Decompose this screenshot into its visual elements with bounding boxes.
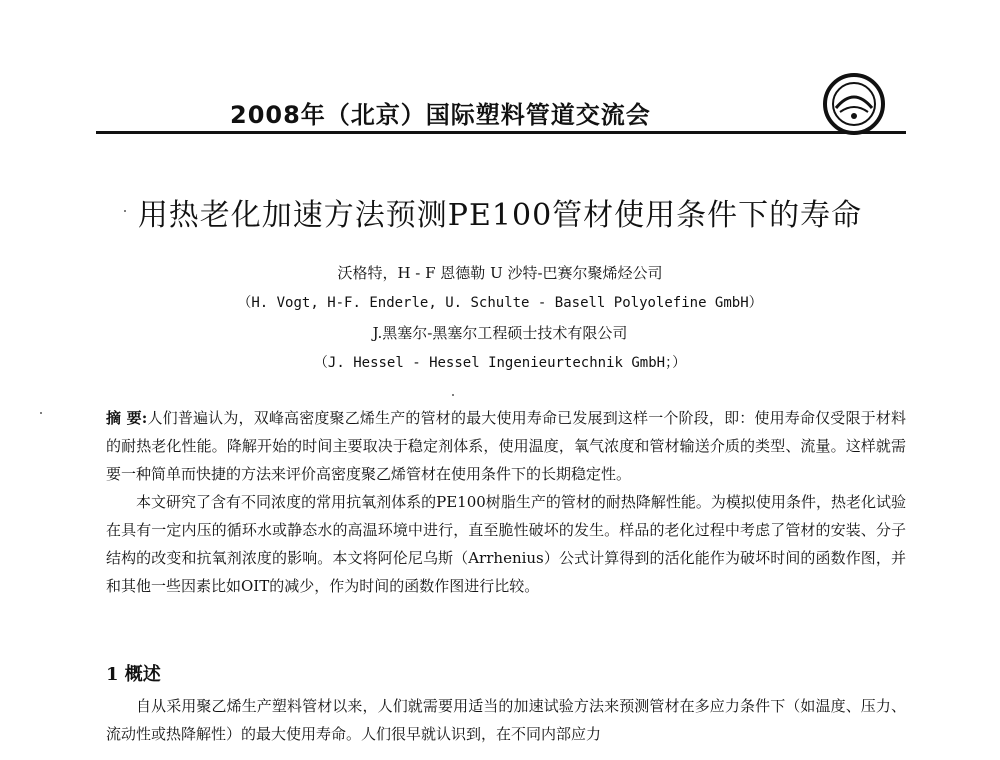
author-line-3: J.黑塞尔-黑塞尔工程硕士技术有限公司	[372, 324, 628, 342]
section-1-heading: 1 概述	[106, 664, 161, 685]
section-1-paragraph: 自从采用聚乙烯生产塑料管材以来，人们就需要用适当的加速试验方法来预测管材在多应力条件下（如温度、压力、流动性或热降解性）的最大使用寿命。人们很早就认识到，在不同内部应力	[106, 697, 906, 743]
paper-title: 用热老化加速方法预测PE100管材使用条件下的寿命	[137, 198, 863, 233]
conference-title: 2008年（北京）国际塑料管道交流会	[230, 101, 651, 129]
abstract-label: 摘 要:	[106, 409, 148, 427]
author-line-2: （H. Vogt, H-F. Enderle, U. Schulte - Basell Polyolefine GmbH）	[237, 295, 763, 311]
scan-speck	[40, 412, 42, 414]
header-divider	[96, 131, 906, 134]
scan-speck	[124, 210, 126, 212]
scan-speck	[452, 394, 454, 396]
conference-seal-icon	[822, 72, 886, 136]
abstract	[106, 404, 906, 600]
section-1-body	[106, 692, 906, 748]
author-line-4: （J. Hessel - Hessel Ingenieurtechnik GmbH；）	[313, 355, 687, 371]
abstract-text: 人们普遍认为，双峰高密度聚乙烯生产的管材的最大使用寿命已发展到这样一个阶段，即：使用寿命仅受限于材料的耐热老化性能。降解开始的时间主要取决于稳定剂体系，使用温度，氧气浓度和管材输送介质的类型、流量。这样就需要一种简单而快捷的方法来评价高密度聚乙烯管材在使用条件下的长期稳定性。	[106, 409, 906, 483]
abstract-paragraph-1	[106, 404, 906, 488]
author-line-1: 沃格特，H - F 恩德勒 U 沙特-巴赛尔聚烯烃公司	[337, 264, 663, 282]
abstract-paragraph-2: 本文研究了含有不同浓度的常用抗氧剂体系的PE100树脂生产的管材的耐热降解性能。为模拟使用条件，热老化试验在具有一定内压的循环水或静态水的高温环境中进行，直至脆性破坏的发生。样品的老化过程中考虑了管材的安装、分子结构的改变和抗氧剂浓度的影响。本文将阿伦尼乌斯（Arrhenius）公式计算得到的活化能作为破坏时间的函数作图，并和其他一些因素比如OIT的减少，作为时间的函数作图进行比较。	[106, 493, 906, 595]
